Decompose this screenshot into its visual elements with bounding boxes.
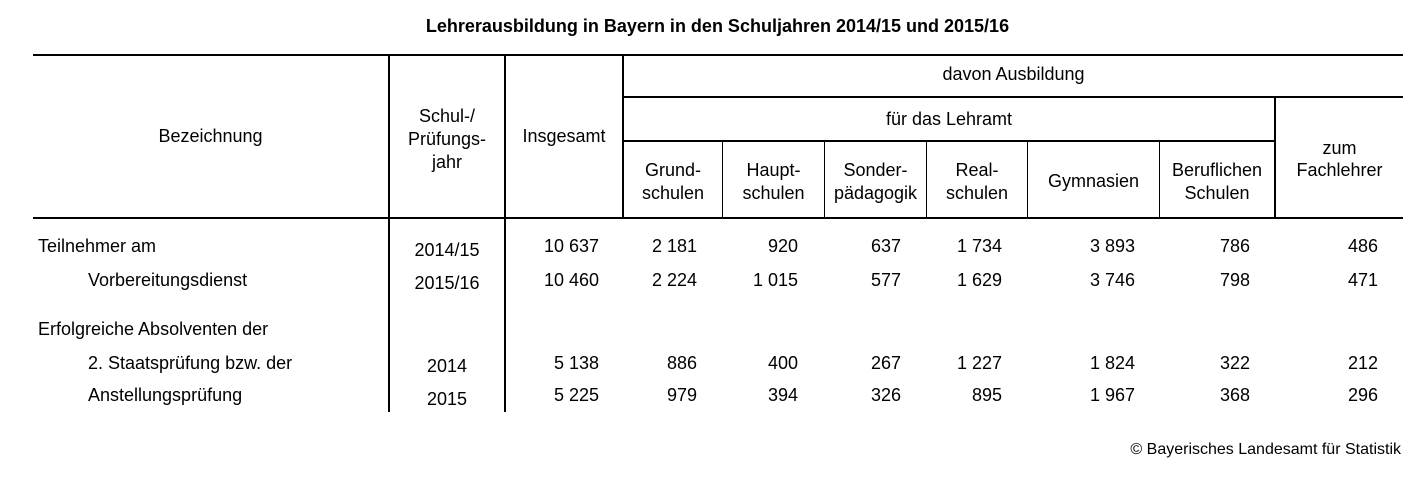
cell-gymnasien: 1 967 [1089, 385, 1135, 405]
cell-hauptschulen: 400 [767, 353, 798, 373]
header-rule-lehramt [623, 140, 1275, 142]
cell-beruflichen-schulen: 798 [1219, 270, 1250, 290]
header-insgesamt: Insgesamt [522, 126, 606, 146]
cell-fachlehrer: 486 [1347, 236, 1378, 256]
cell-sonderpaedagogik: 267 [870, 353, 901, 373]
cell-beruflichen-schulen: 368 [1219, 385, 1250, 405]
header-grundschulen: Grund- schulen [641, 160, 705, 203]
copyright-footer: © Bayerisches Landesamt für Statistik [1130, 441, 1401, 458]
label-absolventen-2: 2. Staatsprüfung bzw. der [88, 353, 293, 373]
cell-insgesamt: 10 460 [543, 270, 599, 290]
cell-gymnasien: 3 746 [1089, 270, 1135, 290]
header-jahr: Schul-/ Prüfungs- jahr [407, 106, 487, 172]
label-absolventen-3: Anstellungsprüfung [88, 385, 243, 405]
cell-fachlehrer: 212 [1347, 353, 1378, 373]
cell-sonderpaedagogik: 637 [870, 236, 901, 256]
header-rule-davon [623, 96, 1403, 98]
cell-gymnasien: 3 893 [1089, 236, 1135, 256]
cell-jahr: 2015/16 [414, 273, 480, 293]
cell-beruflichen-schulen: 786 [1219, 236, 1250, 256]
header-bezeichnung: Bezeichnung [158, 126, 263, 146]
table-top-rule [33, 54, 1403, 56]
cell-hauptschulen: 1 015 [752, 270, 798, 290]
header-hauptschulen: Haupt- schulen [742, 160, 805, 203]
cell-realschulen: 1 629 [956, 270, 1002, 290]
header-lehramt: für das Lehramt [885, 109, 1013, 129]
cell-jahr: 2014/15 [414, 240, 480, 260]
cell-fachlehrer: 471 [1347, 270, 1378, 290]
header-davon-ausbildung: davon Ausbildung [942, 64, 1085, 84]
cell-insgesamt: 5 138 [553, 353, 599, 373]
cell-sonderpaedagogik: 326 [870, 385, 901, 405]
cell-jahr: 2014 [426, 356, 468, 376]
cell-realschulen: 895 [971, 385, 1002, 405]
header-realschulen: Real- schulen [945, 160, 1009, 203]
cell-sonderpaedagogik: 577 [870, 270, 901, 290]
cell-realschulen: 1 227 [956, 353, 1002, 373]
header-sonderpaedagogik: Sonder- pädagogik [833, 160, 918, 203]
cell-realschulen: 1 734 [956, 236, 1002, 256]
cell-fachlehrer: 296 [1347, 385, 1378, 405]
page-title: Lehrerausbildung in Bayern in den Schuljahren 2014/15 und 2015/16 [425, 16, 1010, 36]
cell-jahr: 2015 [426, 389, 468, 409]
label-absolventen-1: Erfolgreiche Absolventen der [38, 319, 269, 339]
cell-grundschulen: 2 181 [651, 236, 697, 256]
cell-hauptschulen: 394 [767, 385, 798, 405]
cell-gymnasien: 1 824 [1089, 353, 1135, 373]
cell-insgesamt: 10 637 [543, 236, 599, 256]
cell-grundschulen: 886 [666, 353, 697, 373]
cell-insgesamt: 5 225 [553, 385, 599, 405]
header-bottom-rule [33, 217, 1403, 219]
header-gymnasien: Gymnasien [1047, 171, 1140, 191]
label-teilnehmer-2: Vorbereitungsdienst [88, 270, 248, 290]
header-fachlehrer: zum Fachlehrer [1296, 138, 1383, 180]
label-teilnehmer-1: Teilnehmer am [38, 236, 157, 256]
header-beruflichen-schulen: Beruflichen Schulen [1171, 160, 1263, 203]
cell-grundschulen: 979 [666, 385, 697, 405]
cell-hauptschulen: 920 [767, 236, 798, 256]
cell-grundschulen: 2 224 [651, 270, 697, 290]
cell-beruflichen-schulen: 322 [1219, 353, 1250, 373]
